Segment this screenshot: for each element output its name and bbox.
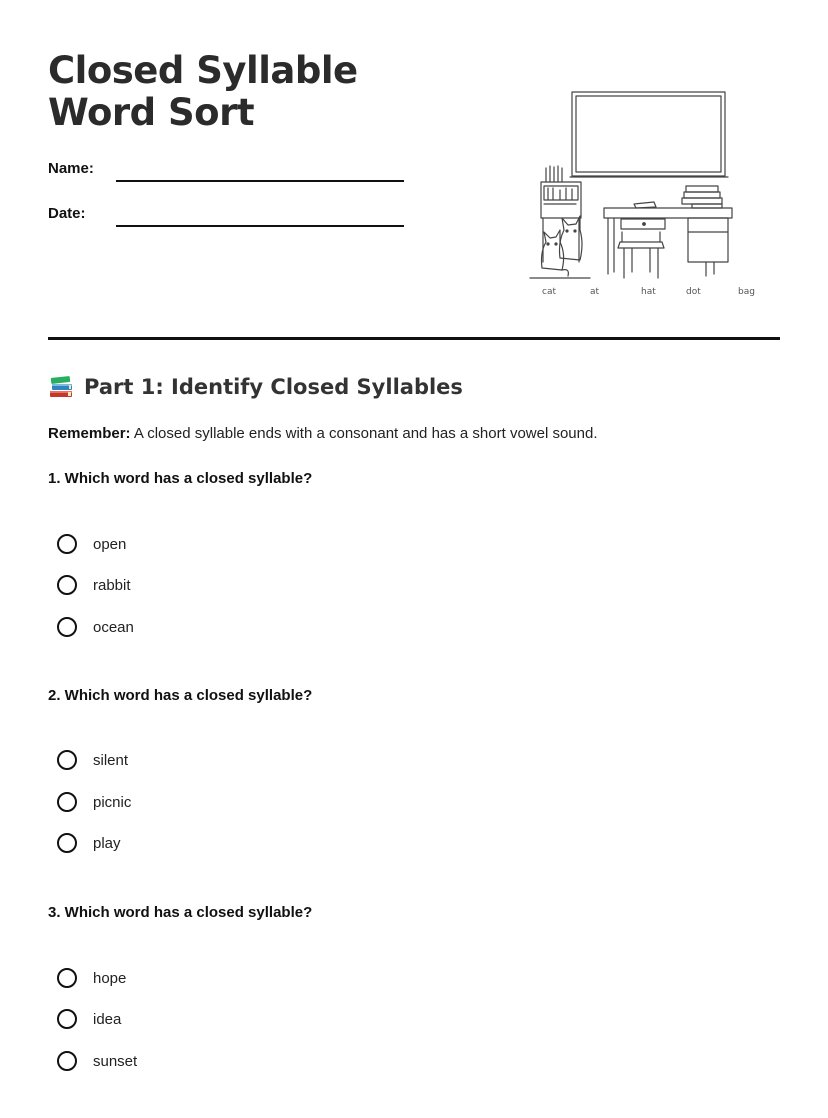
question-3-option-3[interactable] [57,1048,137,1074]
date-field[interactable] [116,225,404,227]
option-label: sunset [93,1052,138,1070]
name-label: Name: [48,160,94,177]
question-2-option-3[interactable] [57,830,121,856]
name-field[interactable] [116,180,404,182]
option-label: picnic [93,793,132,811]
remember-text: A closed syllable ends with a consonant and has a short vowel sound. [130,425,598,442]
question-1-option-1[interactable] [57,531,126,557]
radio-button[interactable] [57,1051,77,1071]
option-label: ocean [93,618,134,636]
worksheet-title: Closed Syllable Word Sort [48,49,358,134]
radio-button[interactable] [57,617,77,637]
books-icon [48,374,74,400]
option-label: silent [93,751,129,769]
radio-button[interactable] [57,534,77,554]
radio-button[interactable] [57,1009,77,1029]
radio-button[interactable] [57,833,77,853]
radio-button[interactable] [57,968,77,988]
classroom-illustration [520,82,780,304]
section-divider [48,337,780,340]
question-1-prompt: 1. Which word has a closed syllable? [48,470,313,487]
radio-button[interactable] [57,750,77,770]
word-label-dot: dot [686,287,701,297]
question-1-option-2[interactable] [57,572,131,598]
radio-button[interactable] [57,792,77,812]
part1-heading-text: Part 1: Identify Closed Syllables [84,375,463,399]
word-label-bag: bag [738,287,755,297]
question-2-option-2[interactable] [57,789,131,815]
question-2-option-1[interactable] [57,747,128,773]
option-label: idea [93,1010,122,1028]
question-1-option-3[interactable] [57,614,134,640]
question-2-prompt: 2. Which word has a closed syllable? [48,687,313,704]
word-label-hat: hat [641,287,656,297]
question-3-option-2[interactable] [57,1006,121,1032]
part1-heading [48,374,463,400]
option-label: play [93,834,121,852]
option-label: rabbit [93,576,131,594]
remember-label: Remember: [48,425,131,442]
radio-button[interactable] [57,575,77,595]
option-label: open [93,535,127,553]
word-label-cat: cat [542,287,556,297]
word-label-at: at [590,287,600,297]
option-label: hope [93,969,127,987]
date-label: Date: [48,205,86,222]
question-3-prompt: 3. Which word has a closed syllable? [48,904,313,921]
question-3-option-1[interactable] [57,965,126,991]
remember-note [48,425,598,442]
